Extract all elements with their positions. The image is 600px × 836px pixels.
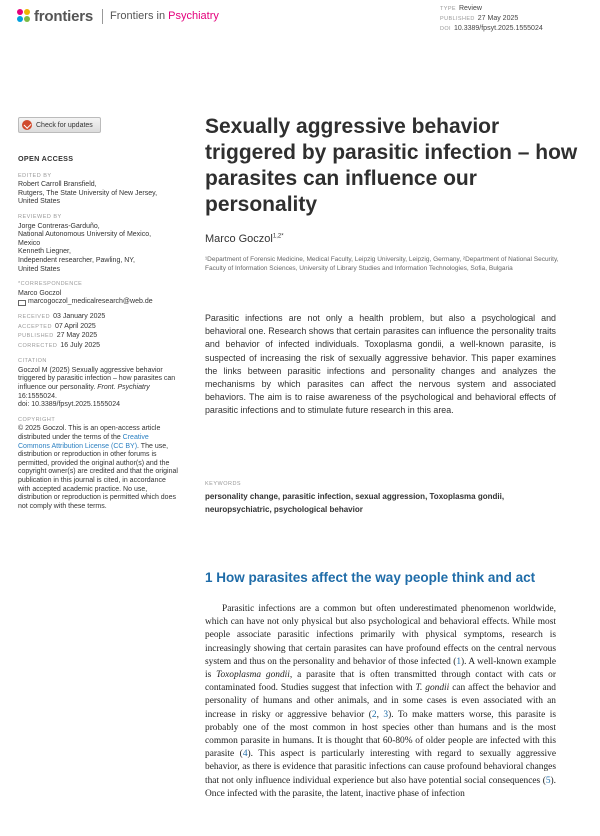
reviewed-by-section bbox=[18, 213, 178, 274]
edited-by-section bbox=[18, 172, 178, 207]
meta-type-value: Review bbox=[458, 5, 482, 12]
author-affiliation-marks: 1,2* bbox=[272, 233, 284, 240]
body-text: Parasitic infections are a common but often underestimated phenomenon worldwide, which can have not only physical but also psychological and behavioral effects. While most people associate parasitic infections primarily with physical symptoms, research is increasingly showing that certain parasites can have profound effects on the central nervous system and thus on the personality and behavior of those infected ( bbox=[205, 604, 556, 667]
header-divider bbox=[102, 9, 103, 24]
envelope-icon bbox=[18, 300, 26, 306]
date-label: ACCEPTED bbox=[18, 323, 52, 330]
meta-type-label: TYPE bbox=[440, 6, 456, 12]
correspondence-section bbox=[18, 280, 178, 307]
correspondence-email-link[interactable] bbox=[18, 298, 178, 307]
meta-doi-label: DOI bbox=[440, 26, 451, 32]
frontiers-logo-icon bbox=[17, 9, 31, 23]
keywords: personality change, parasitic infection, sexual aggression, Toxoplasma gondii, neuropsychiatric, psychological behavior bbox=[205, 492, 505, 514]
body-text: ). A well-known example is bbox=[205, 656, 556, 681]
meta-doi-value: 10.3389/fpsyt.2025.1555024 bbox=[453, 25, 543, 32]
reviewer-line: National Autonomous University of Mexico, bbox=[18, 231, 152, 239]
species-name: Toxoplasma gondii bbox=[216, 670, 290, 681]
citation-text bbox=[18, 367, 178, 401]
citation-section bbox=[18, 357, 178, 410]
reviewed-by-label: REVIEWED BY bbox=[18, 213, 62, 220]
journal-prefix: Frontiers in bbox=[110, 10, 169, 22]
citation-main: Goczol M (2025) Sexually aggressive behavior triggered by parasitic infection – how parasites can influence our personality. bbox=[18, 366, 176, 392]
check-updates-label: Check for updates bbox=[36, 121, 93, 129]
body-text: ). To make matters worse, this parasite is probably one of the most common in host species other than humans and is the most common parasite in humans. It is thought that 60-80% of older people are infected with this parasite ( bbox=[205, 709, 556, 760]
date-published bbox=[18, 332, 178, 342]
editor-line: Rutgers, The State University of New Jersey, bbox=[18, 189, 158, 197]
body-text: ). Once infected with the parasite, the latent, inactive phase of infection bbox=[205, 775, 556, 799]
reference-link[interactable]: 2 bbox=[371, 709, 377, 720]
reference-link[interactable]: 4 bbox=[242, 749, 248, 760]
reviewer-line: Independent researcher, Pawling, NY, bbox=[18, 256, 136, 264]
copyright-part: © 2025 Goczol. This is an open-access article distributed under the terms of the bbox=[18, 425, 161, 442]
correspondence-label: *CORRESPONDENCE bbox=[18, 281, 83, 288]
article-title: Sexually aggressive behavior triggered by parasitic infection – how parasites can influence our personality bbox=[205, 115, 578, 216]
copyright-label: COPYRIGHT bbox=[18, 416, 56, 423]
affiliations: ¹Department of Forensic Medicine, Medical Faculty, Leipzig University, Leipzig, Germany, ²Department of National Security, Faculty of Information Sciences, University of Library Studies and Information Technologies, Sofia, Bulgaria bbox=[205, 256, 559, 272]
date-label: PUBLISHED bbox=[18, 333, 54, 340]
author-text: Marco Goczol bbox=[205, 233, 273, 245]
reference-link[interactable]: 3 bbox=[383, 709, 389, 720]
body-text: ). This aspect is particularly interesting with regard to sexually aggressive behavior, as there is evidence that parasitic infections can cause profound behavioral changes that not only influence individual experience but also have potential social consequences ( bbox=[205, 749, 556, 786]
meta-published-label: PUBLISHED bbox=[440, 16, 475, 22]
article-meta bbox=[440, 4, 543, 34]
citation-journal: Front. Psychiatry bbox=[97, 384, 150, 392]
edited-by-label: EDITED BY bbox=[18, 172, 52, 179]
meta-published bbox=[440, 14, 543, 24]
abstract: Parasitic infections are not only a health problem, but also a psychological and behavioral one. Research shows that certain parasites can influence the personality traits and behavior of infected individuals. Toxoplasma gondii, a well-known parasite, is suspected of increasing the risk of sexually aggressive behavior. This paper examines the links between parasitic infections and personality changes and analyzes the mechanisms by which parasites can affect the nervous system and associated behaviors. The aim is to raise awareness of the psychological and behavioral effects of parasitic infections and to stimulate future research in this area. bbox=[205, 313, 556, 416]
editor-line: Robert Carroll Bransfield, bbox=[18, 181, 97, 189]
update-check-icon bbox=[22, 120, 32, 130]
cc-by-license-link[interactable]: Creative Commons Attribution License (CC BY) bbox=[18, 434, 149, 450]
meta-type bbox=[440, 4, 543, 14]
date-value: 16 July 2025 bbox=[60, 341, 101, 349]
citation-label: CITATION bbox=[18, 358, 47, 365]
body-paragraph bbox=[205, 603, 556, 801]
correspondence-email: marcogoczol_medicalresearch@web.de bbox=[28, 298, 153, 306]
date-accepted bbox=[18, 323, 178, 333]
date-value: 03 January 2025 bbox=[53, 312, 106, 320]
copyright-text bbox=[18, 425, 178, 511]
article-sidebar bbox=[18, 155, 178, 517]
meta-doi[interactable] bbox=[440, 24, 543, 34]
copyright-part: . The use, distribution or reproduction in other forums is permitted, provided the original author(s) and the copyright owner(s) are credited and that the original publication in this journal is cited, in accordance with accepted academic practice. No use, distribution or reproduction is permitted which does not comply with these terms. bbox=[18, 442, 178, 510]
meta-published-value: 27 May 2025 bbox=[477, 15, 519, 22]
date-value: 27 May 2025 bbox=[56, 332, 98, 340]
keywords-label: KEYWORDS bbox=[205, 481, 242, 487]
open-access-label: OPEN ACCESS bbox=[18, 154, 74, 163]
copyright-section bbox=[18, 416, 178, 512]
citation-doi[interactable]: doi: 10.3389/fpsyt.2025.1555024 bbox=[18, 401, 120, 409]
journal-name[interactable] bbox=[110, 10, 219, 22]
correspondence-name: Marco Goczol bbox=[18, 289, 62, 297]
author-name[interactable] bbox=[205, 233, 284, 245]
reviewer-line: Jorge Contreras-Garduño, bbox=[18, 222, 100, 230]
reference-link[interactable]: 1 bbox=[456, 656, 462, 667]
frontiers-logo[interactable] bbox=[17, 7, 219, 25]
date-value: 07 April 2025 bbox=[54, 322, 96, 330]
body-text: can affect the behavior and personality of humans and other animals, and in some cases is even associated with an increase in risky or aggressive behavior ( bbox=[205, 683, 556, 720]
journal-accent: Psychiatry bbox=[168, 10, 219, 22]
check-for-updates-button[interactable] bbox=[18, 117, 101, 133]
editor-line: United States bbox=[18, 198, 61, 206]
reference-link[interactable]: 5 bbox=[545, 775, 551, 786]
section-heading: 1 How parasites affect the way people think and act bbox=[205, 570, 536, 585]
date-corrected bbox=[18, 342, 178, 352]
date-label: CORRECTED bbox=[18, 342, 58, 349]
body-text: , bbox=[376, 709, 384, 720]
reviewer-line: United States bbox=[18, 265, 61, 273]
date-received bbox=[18, 313, 178, 323]
logo-text: frontiers bbox=[34, 7, 94, 25]
species-name: T. gondii bbox=[415, 683, 450, 694]
body-text: , a parasite that is often transmitted through contact with cats or contaminated food. Studies suggest that infection with bbox=[205, 670, 556, 694]
reviewer-line: Mexico bbox=[18, 239, 41, 247]
reviewer-line: Kenneth Liegner, bbox=[18, 248, 71, 256]
dates-section bbox=[18, 313, 178, 351]
date-label: RECEIVED bbox=[18, 313, 51, 320]
citation-volume: 16:1555024. bbox=[18, 392, 57, 400]
